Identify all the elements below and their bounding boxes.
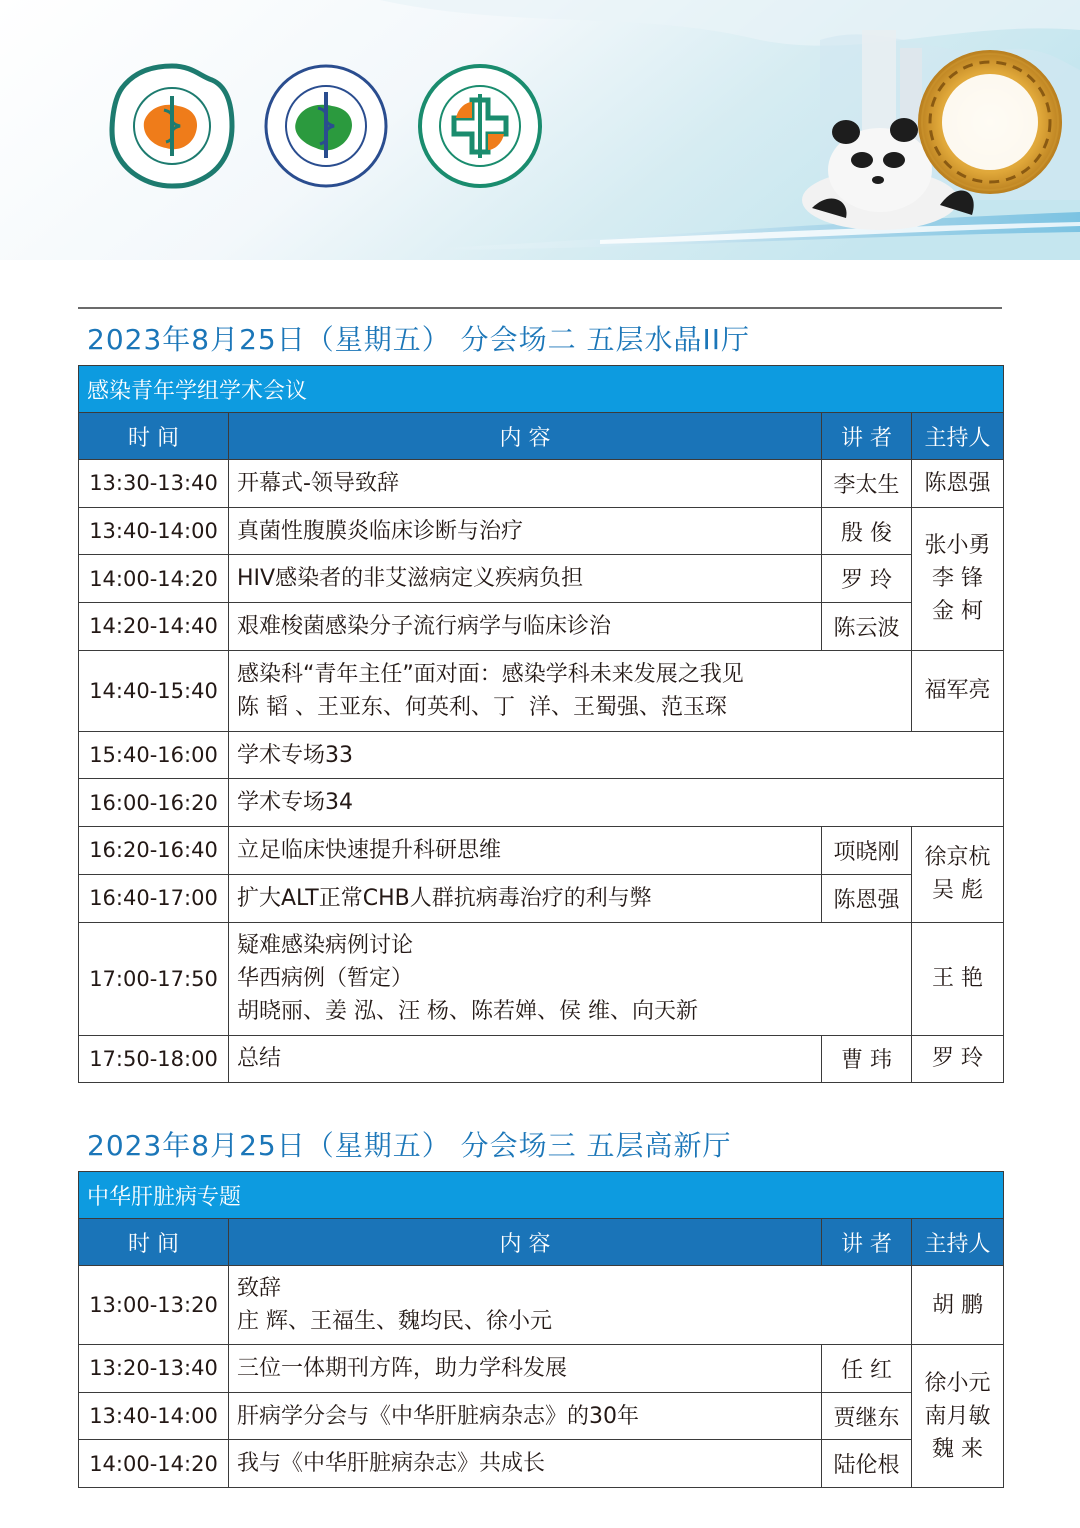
content-cell: 立足临床快速提升科研思维 xyxy=(229,827,822,875)
host-name: 张小勇 xyxy=(924,533,991,559)
host-cell: 福军亮 xyxy=(912,650,1004,731)
host-name: 徐京杭 xyxy=(924,845,991,871)
time-cell: 17:00-17:50 xyxy=(79,922,229,1035)
host-cell: 陈恩强 xyxy=(912,460,1004,508)
time-cell: 13:30-13:40 xyxy=(79,460,229,508)
time-cell: 14:00-14:20 xyxy=(79,555,229,603)
host-cell xyxy=(912,827,1004,922)
table-row xyxy=(79,650,1004,731)
table-row xyxy=(79,874,1004,922)
time-cell: 13:20-13:40 xyxy=(79,1345,229,1393)
content-line: 致辞 xyxy=(237,1276,282,1301)
table-row xyxy=(79,1035,1004,1083)
table-row xyxy=(79,1392,1004,1440)
content-cell: 学术专场33 xyxy=(229,731,1004,779)
time-cell: 14:20-14:40 xyxy=(79,603,229,651)
time-cell: 13:40-14:00 xyxy=(79,507,229,555)
content-line: 庄 辉、王福生、魏均民、徐小元 xyxy=(237,1309,552,1334)
content-cell: 三位一体期刊方阵，助力学科发展 xyxy=(229,1345,822,1393)
chinese-society-of-hepatology-logo-icon xyxy=(262,62,390,190)
content-cell: 学术专场34 xyxy=(229,779,1004,827)
content-cell: 真菌性腹膜炎临床诊断与治疗 xyxy=(229,507,822,555)
host-cell: 罗 玲 xyxy=(912,1035,1004,1083)
host-name: 魏 来 xyxy=(932,1436,983,1462)
content-cell xyxy=(229,650,912,731)
speaker-cell: 李太生 xyxy=(822,460,912,508)
host-name: 吴 彪 xyxy=(932,878,983,904)
content-cell: 开幕式-领导致辞 xyxy=(229,460,822,508)
content-cell xyxy=(229,1266,912,1345)
time-cell: 13:00-13:20 xyxy=(79,1266,229,1345)
time-cell: 16:40-17:00 xyxy=(79,874,229,922)
time-cell: 16:20-16:40 xyxy=(79,827,229,875)
table-caption: 中华肝脏病专题 xyxy=(79,1172,1004,1219)
speaker-cell: 项晓刚 xyxy=(822,827,912,875)
table-row xyxy=(79,779,1004,827)
speaker-cell: 任 红 xyxy=(822,1345,912,1393)
host-name: 李 锋 xyxy=(932,566,983,592)
header-host: 主持人 xyxy=(912,413,1004,460)
host-cell xyxy=(912,1345,1004,1488)
content-line: 疑难感染病例讨论 xyxy=(237,933,414,958)
chinese-medical-association-logo-icon xyxy=(108,62,236,190)
table-row xyxy=(79,731,1004,779)
sun-emblem-icon xyxy=(918,50,1062,194)
host-name: 徐小元 xyxy=(924,1370,991,1396)
table-row xyxy=(79,460,1004,508)
speaker-cell: 陈云波 xyxy=(822,603,912,651)
chinese-society-of-infectious-diseases-logo-icon xyxy=(416,62,544,190)
time-cell: 16:00-16:20 xyxy=(79,779,229,827)
table-caption: 感染青年学组学术会议 xyxy=(79,366,1004,413)
table-row xyxy=(79,1345,1004,1393)
header-host: 主持人 xyxy=(912,1219,1004,1266)
content-cell: 艰难梭菌感染分子流行病学与临床诊治 xyxy=(229,603,822,651)
section-title: 2023年8月25日（星期五） 分会场二 五层水晶II厅 xyxy=(87,323,751,356)
table-row xyxy=(79,507,1004,555)
time-cell: 17:50-18:00 xyxy=(79,1035,229,1083)
header-content: 内 容 xyxy=(229,1219,822,1266)
speaker-cell: 陈恩强 xyxy=(822,874,912,922)
header-speaker: 讲 者 xyxy=(822,1219,912,1266)
time-cell: 13:40-14:00 xyxy=(79,1392,229,1440)
host-cell: 王 艳 xyxy=(912,922,1004,1035)
table-row xyxy=(79,827,1004,875)
speaker-cell: 罗 玲 xyxy=(822,555,912,603)
host-cell xyxy=(912,507,1004,650)
header-content: 内 容 xyxy=(229,413,822,460)
host-name: 南月敏 xyxy=(924,1403,991,1429)
host-cell: 胡 鹏 xyxy=(912,1266,1004,1345)
speaker-cell: 陆伦根 xyxy=(822,1440,912,1488)
content-cell: 总结 xyxy=(229,1035,822,1083)
header-speaker: 讲 者 xyxy=(822,413,912,460)
content-cell xyxy=(229,922,912,1035)
header-time: 时 间 xyxy=(79,1219,229,1266)
table-row xyxy=(79,1266,1004,1345)
time-cell: 15:40-16:00 xyxy=(79,731,229,779)
content-cell: 肝病学分会与《中华肝脏病杂志》的30年 xyxy=(229,1392,822,1440)
speaker-cell: 贾继东 xyxy=(822,1392,912,1440)
content-cell: HIV感染者的非艾滋病定义疾病负担 xyxy=(229,555,822,603)
time-cell: 14:00-14:20 xyxy=(79,1440,229,1488)
speaker-cell: 殷 俊 xyxy=(822,507,912,555)
host-name: 金 柯 xyxy=(932,599,983,625)
content-line: 陈 韬 、王亚东、何英利、丁 洋、王蜀强、范玉琛 xyxy=(237,694,727,720)
time-cell: 14:40-15:40 xyxy=(79,650,229,731)
table-row xyxy=(79,1440,1004,1488)
content-line: 胡晓丽、姜 泓、汪 杨、陈若婵、侯 维、向天新 xyxy=(237,999,698,1024)
content-cell: 我与《中华肝脏病杂志》共成长 xyxy=(229,1440,822,1488)
speaker-cell: 曹 玮 xyxy=(822,1035,912,1083)
table-row xyxy=(79,922,1004,1035)
table-row xyxy=(79,555,1004,603)
content-line: 感染科“青年主任”面对面：感染学科未来发展之我见 xyxy=(237,661,744,687)
table-row xyxy=(79,603,1004,651)
schedule-table xyxy=(78,365,1004,1083)
header-time: 时 间 xyxy=(79,413,229,460)
logo-row xyxy=(108,62,544,190)
section-title: 2023年8月25日（星期五） 分会场三 五层高新厅 xyxy=(87,1129,732,1162)
top-divider xyxy=(78,307,1002,309)
schedule-table xyxy=(78,1171,1004,1488)
content-cell: 扩大ALT正常CHB人群抗病毒治疗的利与弊 xyxy=(229,874,822,922)
content-line: 华西病例（暂定） xyxy=(237,966,414,991)
